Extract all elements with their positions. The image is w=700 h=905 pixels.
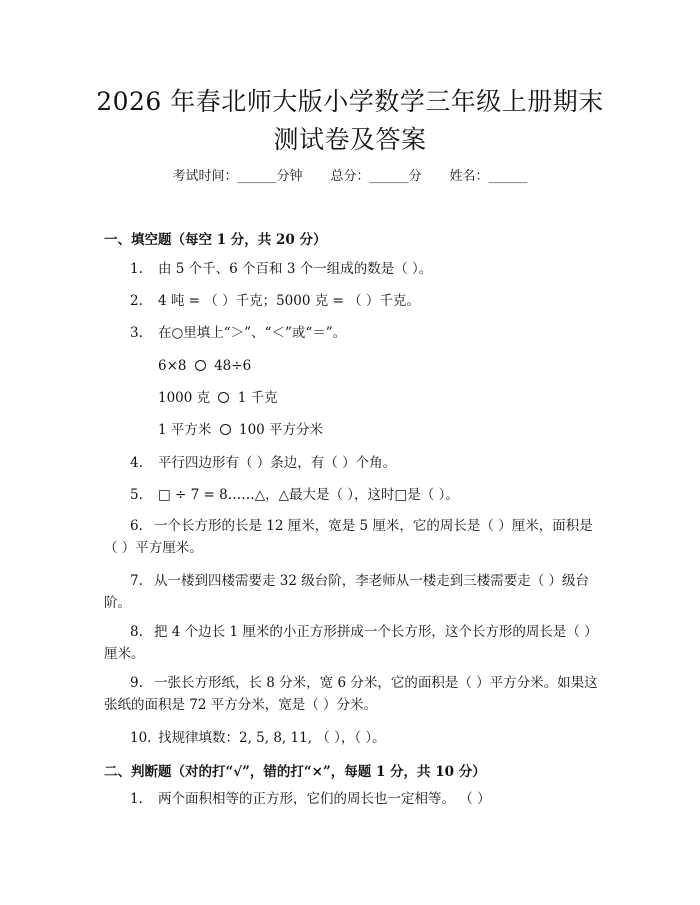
circle-icon	[195, 360, 206, 371]
question-number: 9.	[130, 675, 143, 691]
question-number: 6.	[130, 518, 143, 534]
question-number: 5.	[130, 487, 143, 503]
question-item	[104, 727, 604, 749]
time-blank: ______	[237, 169, 277, 184]
compare-item	[158, 421, 323, 439]
compare-item	[158, 357, 251, 375]
compare-left: 6×8	[158, 358, 187, 374]
question-text: 把 4 个边长 1 厘米的小正方形拼成一个长方形，这个长方形的周长是（ ）厘米。	[104, 624, 598, 662]
question-text: 从一楼到四楼需要走 32 级台阶，李老师从一楼走到三楼需要走（ ）级台阶。	[104, 573, 590, 611]
question-text: □ ÷ 7 = 8……△，△最大是（ ），这时□是（ ）。	[158, 487, 459, 503]
question-item	[104, 570, 604, 614]
question-item	[104, 621, 604, 665]
question-item	[104, 672, 604, 716]
question-number: 1.	[130, 791, 143, 807]
question-item	[104, 484, 604, 506]
question-text: 在○里填上“＞”、“＜”或“＝”。	[158, 325, 347, 341]
circle-icon	[220, 424, 231, 435]
compare-right: 1 千克	[237, 390, 278, 406]
question-text: 两个面积相等的正方形，它们的周长也一定相等。 （ ）	[158, 791, 491, 807]
section-title-true-false: 二、判断题（对的打“√”，错的打“×”，每题 1 分，共 10 分）	[104, 764, 486, 780]
question-item	[104, 515, 604, 559]
time-label: 考试时间：	[172, 169, 238, 184]
question-text: 找规律填数：2, 5, 8, 11, （ ），（ ）。	[158, 730, 386, 746]
score-unit: 分	[408, 169, 422, 184]
question-text: 一张长方形纸，长 8 分米，宽 6 分米，它的面积是（ ）平方分米。如果这张纸的面积是 72 平方分米，宽是（ ）分米。	[104, 675, 598, 713]
compare-right: 100 平方分米	[238, 422, 324, 438]
score-blank: ______	[369, 169, 409, 184]
page-title-line-1: 2026 年春北师大版小学数学三年级上册期末	[96, 87, 604, 116]
question-text: 由 5 个千、6 个百和 3 个一组成的数是（ ）。	[158, 261, 433, 277]
question-number: 8.	[130, 624, 143, 640]
name-label: 姓名：	[449, 169, 489, 184]
compare-left: 1000 克	[158, 390, 211, 406]
time-unit: 分钟	[276, 169, 303, 184]
question-item	[104, 290, 604, 312]
circle-icon	[218, 392, 229, 403]
question-text: 平行四边形有（ ）条边，有（ ）个角。	[158, 455, 397, 471]
question-item	[104, 452, 604, 474]
compare-right: 48÷6	[214, 358, 252, 374]
exam-info	[0, 168, 700, 186]
compare-left: 1 平方米	[158, 422, 212, 438]
question-item	[104, 322, 604, 344]
score-label: 总分：	[330, 169, 370, 184]
question-number: 10.	[130, 730, 152, 746]
section-title-fill-in: 一、填空题（每空 1 分，共 20 分）	[104, 232, 327, 248]
question-number: 7.	[130, 573, 143, 589]
question-text: 一个长方形的长是 12 厘米，宽是 5 厘米，它的周长是（ ）厘米，面积是（ ）平方厘米。	[104, 518, 593, 556]
question-text: 4 吨 = （ ）千克；5000 克 = （ ）千克。	[158, 293, 420, 309]
question-number: 4.	[130, 455, 143, 471]
name-blank: ______	[488, 169, 528, 184]
question-item	[104, 788, 604, 810]
question-number: 1.	[130, 261, 143, 277]
question-item	[104, 258, 604, 280]
question-number: 2.	[130, 293, 143, 309]
question-number: 3.	[130, 325, 143, 341]
page-title-line-2: 测试卷及答案	[273, 125, 427, 154]
compare-item	[158, 389, 278, 407]
